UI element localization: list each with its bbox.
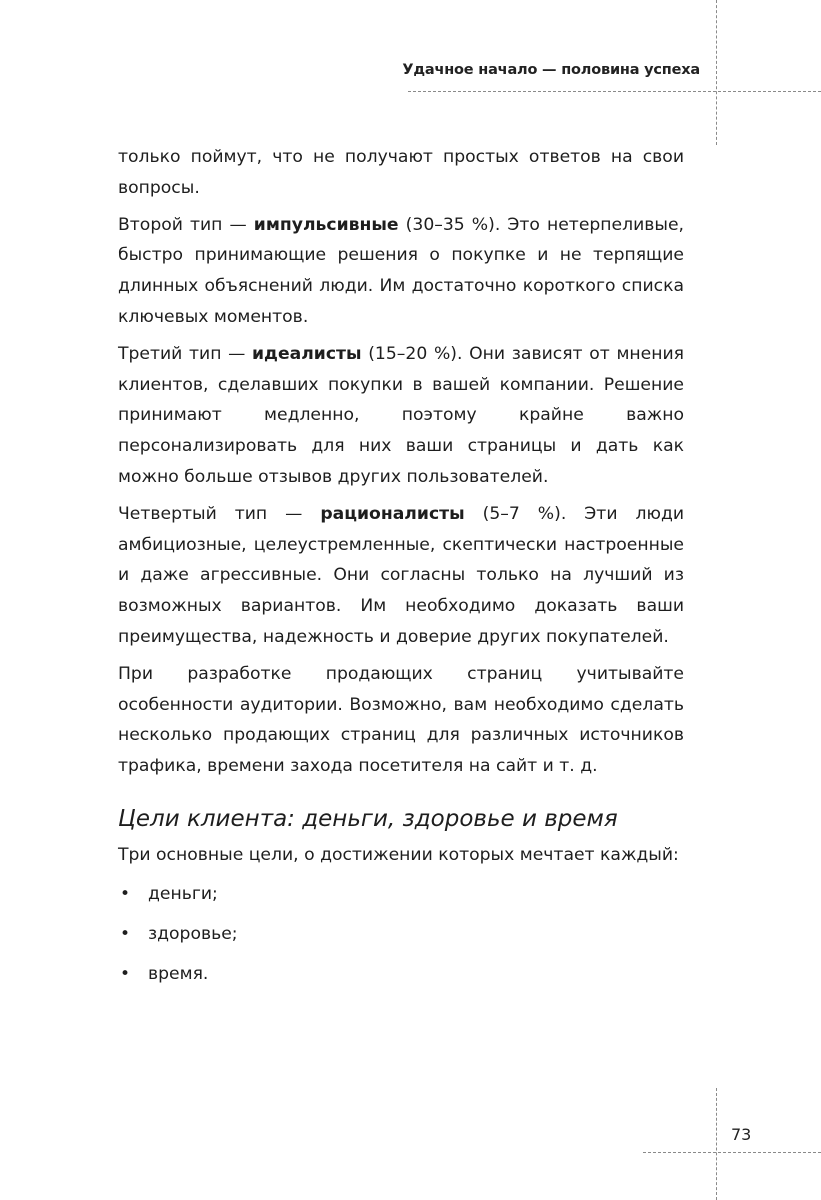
- list-item: [118, 879, 684, 919]
- paragraph-text: (5–7 %). Эти люди амбициозные, целеустремленные, скептически настроенные и даже агрессивные. Они согласны только на лучший из возможных вариантов. Им необходимо доказать ваши преимущества, надежность и доверие других покупателей.: [118, 503, 684, 647]
- list-item-text: деньги;: [148, 883, 218, 904]
- paragraph-text: Второй тип —: [118, 214, 254, 235]
- term-rationalists: рационалисты: [320, 503, 465, 524]
- paragraph-text: (30–35 %). Это нетерпеливые, быстро принимающие решения о покупке и не терпящие длинных объяснений люди. Им достаточно короткого списка ключевых моментов.: [118, 214, 685, 327]
- list-item: [118, 959, 684, 999]
- paragraph-rationalists: [118, 499, 684, 653]
- paragraph-text: Четвертый тип —: [118, 503, 321, 524]
- paragraph-impulsive: [118, 210, 684, 333]
- paragraph-text: Третий тип —: [118, 343, 253, 364]
- page-number: 73: [731, 1125, 752, 1144]
- section-heading: Цели клиента: деньги, здоровье и время: [118, 805, 618, 832]
- paragraph-goals-intro: Три основные цели, о достижении которых мечтает каждый:: [118, 844, 679, 865]
- bullet-icon: •: [120, 963, 131, 984]
- bullet-icon: •: [120, 923, 131, 944]
- paragraph-audience: При разработке продающих страниц учитывайте особенности аудитории. Возможно, вам необходимо сделать несколько продающих страниц для различных источников трафика, времени захода посетителя на сайт и т. д.: [118, 663, 684, 777]
- term-impulsive: импульсивные: [253, 214, 399, 235]
- crop-mark-vertical-bottom: [716, 1088, 717, 1200]
- goals-list: [118, 879, 684, 999]
- list-item: [118, 919, 684, 959]
- term-idealists: идеалисты: [252, 343, 362, 364]
- list-item-text: здоровье;: [148, 923, 238, 944]
- page-body: [118, 142, 684, 999]
- paragraph-1: только поймут, что не получают простых ответов на свои вопросы.: [118, 147, 684, 198]
- paragraph-idealists: [118, 339, 684, 493]
- crop-mark-vertical-top: [716, 0, 717, 145]
- running-title: Удачное начало — половина успеха: [402, 62, 700, 78]
- crop-mark-horizontal-top: [408, 91, 821, 92]
- bullet-icon: •: [120, 883, 131, 904]
- paragraph-text: (15–20 %). Они зависят от мнения клиентов, сделавших покупки в вашей компании. Решение принимают медленно, поэтому крайне важно персонализировать для них ваши страницы и дать как можно больше отзывов других пользователей.: [118, 343, 684, 487]
- crop-mark-horizontal-bottom: [643, 1152, 821, 1153]
- list-item-text: время.: [148, 963, 209, 984]
